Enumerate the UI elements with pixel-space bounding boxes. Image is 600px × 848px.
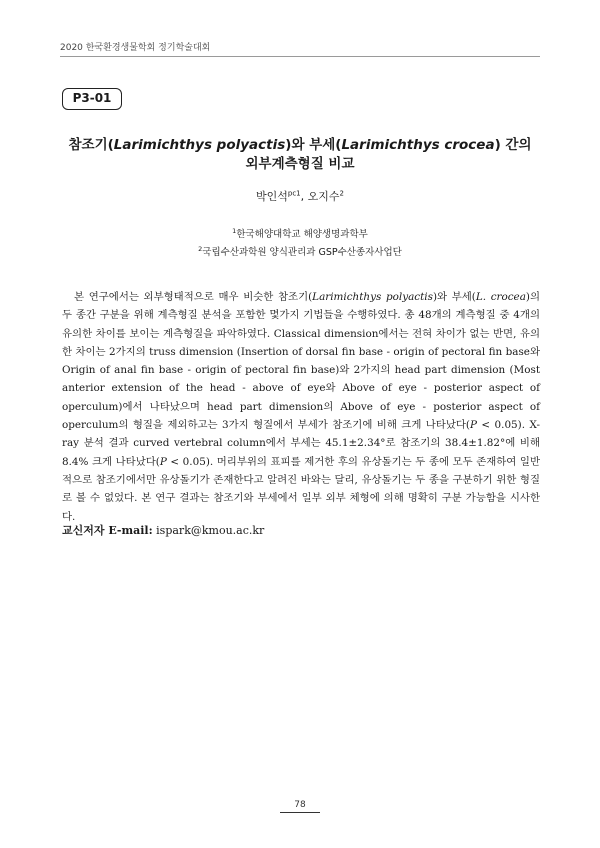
abstract-text: < 0.05). 머리부위의 표피를 제거한 후의 유상돌기는 두 종에 모두 존재하여 일반적으로 참조기에서만 유상돌기가 존재한다고 알려진 바와는 달리, 유상돌기는 두 종을 구분하기 위한 형질로 볼 수 없었다. 본 연구 결과는 참조기와 부세에서 일부 외부 체형에 의해 명확히 구분 가능함을 시사한다. [62,455,540,523]
paper-title [60,136,540,174]
author-name: 박인석 [256,190,288,203]
abstract-species-name: L. crocea [475,291,526,303]
page-number-underline [280,812,320,813]
abstract-species-name: Larimichthys polyactis [312,291,433,303]
conference-header: 2020 한국환경생물학회 정기학술대회 [60,43,211,53]
contact-label: 교신저자 E-mail: [62,524,153,537]
title-species-1: Larimichthys polyactis [113,137,286,153]
abstract-text: )와 부세( [432,291,476,303]
abstract-text: 본 연구에서는 외부형태적으로 매우 비슷한 참조기( [74,291,313,303]
page-number: 78 [294,800,306,810]
title-text: )와 부세( [285,137,342,153]
abstract-p-symbol: P [159,455,167,468]
author-separator: , [300,190,308,203]
title-line-2: 외부계측형질 비교 [245,156,355,172]
author-affiliation-mark: pc1 [287,189,301,198]
affiliation-line [60,242,540,260]
corresponding-author [62,522,264,538]
header-divider [60,56,540,57]
affiliation-line [60,224,540,242]
affiliation-text: 국립수산과학원 양식관리과 GSP수산종자사업단 [202,247,402,259]
abstract-body [62,288,540,526]
title-text: ) 간의 [494,137,532,153]
abstract-p-symbol: P [469,419,477,432]
poster-id-badge: P3-01 [62,88,122,110]
author-list [60,188,540,204]
contact-email[interactable]: ispark@kmou.ac.kr [152,524,265,537]
affiliations [60,224,540,260]
affiliation-text: 한국해양대학교 해양생명과학부 [236,229,368,241]
abstract-text: )의 두 종간 구분을 위해 계측형질 분석을 포함한 몇가지 기법들을 수행하였다. 총 48개의 계측형질 중 4개의 유의한 차이를 보이는 계측형질을 파악하였다. Classical dimension에서는 전혀 차이가 없는 반면, 유의한 차이는 2가지의 truss dimension (Insertion of dorsal fin base - origin of pectoral fin base와 Origin of anal fin base - origin of pectoral fin base)와 2가지의 head part dimension (Most anterior extension of the head - above of eye와 Above of eye - posterior aspect of operculum)에서 나타났으며 head part dimension의 Above of eye - posterior aspect of operculum의 형질을 제외하고는 3가지 형질에서 부세가 참조기에 비해 크게 나타났다( [62,291,540,432]
author-affiliation-mark: 2 [339,189,344,198]
author-name: 오지수 [307,190,340,203]
affiliation-mark: 1 [232,227,237,235]
title-text: 참조기( [68,137,114,153]
title-line-1 [60,136,540,155]
affiliation-mark: 2 [198,245,203,254]
title-species-2: Larimichthys crocea [341,137,495,153]
abstract-text: < 0.05). X-ray 분석 결과 curved vertebral column에서 부세는 45.1±2.34°로 참조기의 38.4±1.82°에 비해 8.4% 크게 나타났다( [62,419,540,468]
